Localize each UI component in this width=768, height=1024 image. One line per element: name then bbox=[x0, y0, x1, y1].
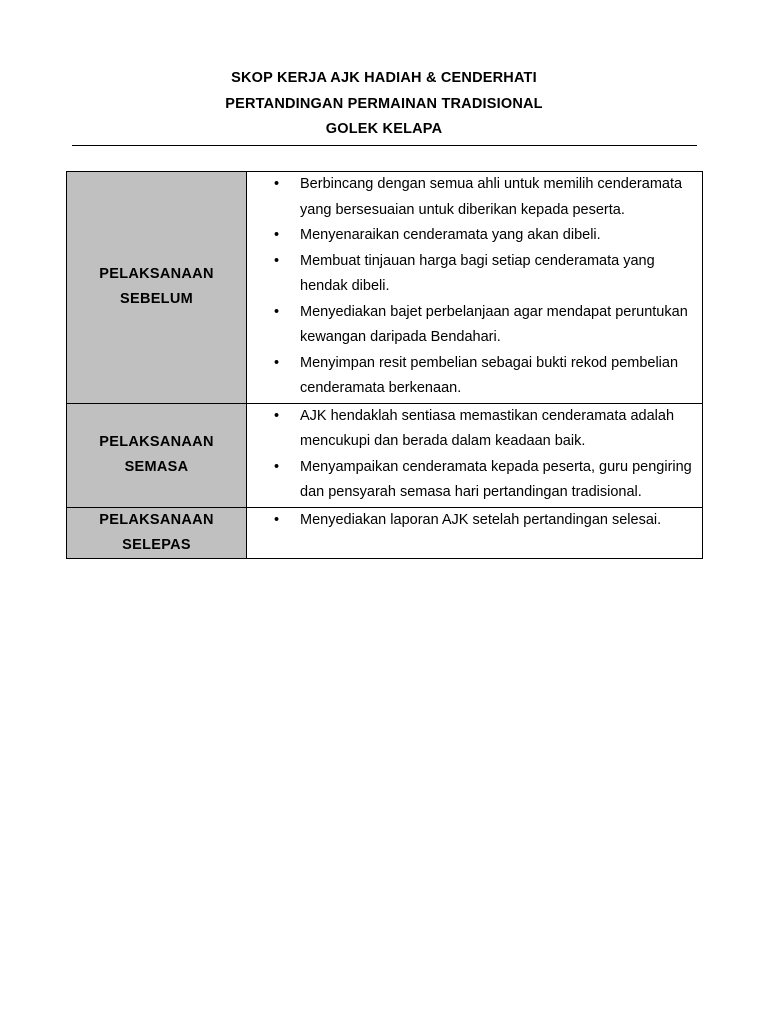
phase-label-line-1: PELAKSANAAN bbox=[99, 266, 214, 283]
table-row bbox=[67, 172, 703, 404]
duties-cell-selepas bbox=[247, 507, 703, 558]
scope-table bbox=[66, 171, 703, 559]
duties-cell-sebelum bbox=[247, 172, 703, 404]
duty-list bbox=[247, 172, 702, 403]
duty-list bbox=[247, 404, 702, 507]
table-row bbox=[67, 507, 703, 558]
phase-label-line-2: SELEPAS bbox=[122, 536, 191, 553]
phase-label-line-1: PELAKSANAAN bbox=[99, 434, 214, 450]
list-item bbox=[247, 300, 694, 351]
list-item bbox=[247, 223, 694, 249]
duty-text: Menyediakan bajet perbelanjaan agar mendapat peruntukan kewangan daripada Bendahari. bbox=[300, 303, 688, 345]
bullet-icon: • bbox=[274, 407, 280, 424]
table-row bbox=[67, 403, 703, 507]
title-line-1: SKOP KERJA AJK HADIAH & CENDERHATI bbox=[231, 70, 537, 86]
phase-label-line-2: SEMASA bbox=[124, 459, 189, 475]
bullet-icon: • bbox=[274, 354, 280, 371]
list-item bbox=[247, 404, 694, 455]
phase-label-line-1: PELAKSANAAN bbox=[99, 511, 214, 528]
bullet-icon: • bbox=[274, 176, 280, 192]
bullet-icon: • bbox=[274, 458, 280, 475]
duty-text: AJK hendaklah sentiasa memastikan cenderamata adalah mencukupi dan berada dalam keadaan baik. bbox=[300, 407, 675, 449]
bullet-icon: • bbox=[274, 252, 280, 269]
duty-text: Membuat tinjauan harga bagi setiap cenderamata yang hendak dibeli. bbox=[300, 252, 655, 294]
duties-cell-semasa bbox=[247, 403, 703, 507]
list-item bbox=[247, 249, 694, 300]
list-item bbox=[247, 172, 694, 223]
document-title bbox=[0, 66, 768, 143]
phase-label-line-2: SEBELUM bbox=[120, 291, 193, 308]
duty-list bbox=[247, 508, 702, 535]
list-item bbox=[247, 455, 694, 506]
duty-text: Menyenaraikan cenderamata yang akan dibeli. bbox=[300, 227, 601, 243]
bullet-icon: • bbox=[274, 303, 280, 320]
duty-text: Berbincang dengan semua ahli untuk memilih cenderamata yang bersesuaian untuk diberikan kepada peserta. bbox=[300, 176, 683, 218]
duty-text: Menyampaikan cenderamata kepada peserta, guru pengiring dan pensyarah semasa hari pertandingan tradisional. bbox=[300, 458, 692, 500]
list-item bbox=[247, 351, 694, 402]
title-line-2: PERTANDINGAN PERMAINAN TRADISIONAL bbox=[225, 95, 543, 112]
title-line-3: GOLEK KELAPA bbox=[325, 121, 443, 137]
phase-cell-selepas bbox=[67, 507, 247, 558]
phase-cell-sebelum bbox=[67, 172, 247, 404]
duty-text: Menyediakan laporan AJK setelah pertandingan selesai. bbox=[300, 511, 662, 528]
list-item bbox=[247, 508, 694, 534]
duty-text: Menyimpan resit pembelian sebagai bukti rekod pembelian cenderamata berkenaan. bbox=[300, 354, 679, 396]
phase-cell-semasa bbox=[67, 403, 247, 507]
bullet-icon: • bbox=[274, 227, 280, 243]
title-divider bbox=[72, 145, 697, 146]
bullet-icon: • bbox=[274, 511, 280, 528]
